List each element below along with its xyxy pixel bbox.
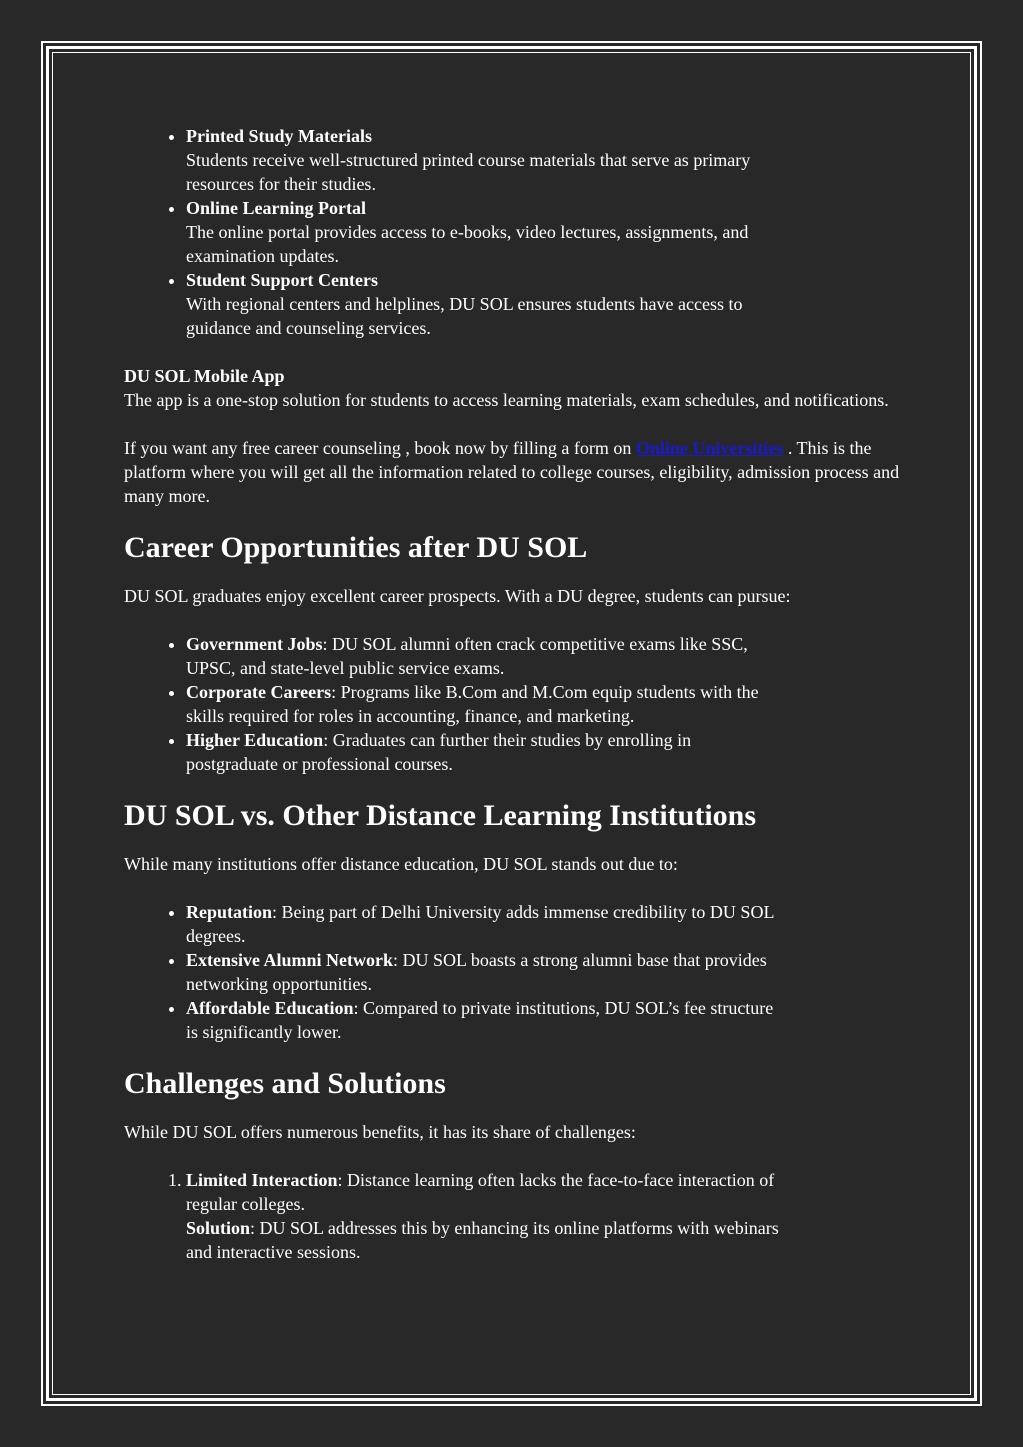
mobile-app-desc: The app is a one-stop solution for students to access learning materials, exam schedules, and notifications. <box>124 390 889 410</box>
list-item <box>186 632 780 680</box>
item-term: Extensive Alumni Network <box>186 950 393 970</box>
feature-desc: With regional centers and helplines, DU SOL ensures students have access to guidance and counseling services. <box>186 294 743 338</box>
solution-label: Solution <box>186 1218 251 1238</box>
list-item <box>186 948 780 996</box>
solution-desc: : DU SOL addresses this by enhancing its online platforms with webinars and interactive sessions. <box>186 1218 779 1262</box>
counseling-paragraph <box>124 436 904 508</box>
feature-desc: The online portal provides access to e-books, video lectures, assignments, and examination updates. <box>186 222 749 266</box>
online-universities-link[interactable]: Online Universities <box>635 438 784 458</box>
item-desc: : Graduates can further their studies by enrolling in postgraduate or professional courses. <box>186 730 692 774</box>
study-features-list <box>124 124 780 340</box>
list-item <box>186 728 780 776</box>
feature-title: Online Learning Portal <box>186 198 366 218</box>
challenges-heading: Challenges and Solutions <box>124 1067 446 1100</box>
item-desc: : Compared to private institutions, DU SOL’s fee structure is significantly lower. <box>186 998 774 1042</box>
challenges-intro: While DU SOL offers numerous benefits, it has its share of challenges: <box>124 1122 636 1142</box>
challenges-list <box>124 1168 780 1264</box>
list-item <box>186 124 780 196</box>
comparison-intro: While many institutions offer distance education, DU SOL stands out due to: <box>124 854 678 874</box>
career-intro: DU SOL graduates enjoy excellent career prospects. With a DU degree, students can pursue: <box>124 586 791 606</box>
feature-desc: Students receive well-structured printed course materials that serve as primary resources for their studies. <box>186 150 751 194</box>
comparison-heading: DU SOL vs. Other Distance Learning Institutions <box>124 799 757 832</box>
list-item <box>186 268 780 340</box>
list-item <box>186 900 780 948</box>
comparison-list <box>124 900 780 1044</box>
list-item <box>186 680 780 728</box>
document-content <box>124 124 904 1264</box>
item-desc: : DU SOL alumni often crack competitive exams like SSC, UPSC, and state-level public service exams. <box>186 634 748 678</box>
item-desc: : Programs like B.Com and M.Com equip students with the skills required for roles in accounting, finance, and marketing. <box>186 682 759 726</box>
counseling-text-before: If you want any free career counseling , book now by filling a form on <box>124 438 636 458</box>
item-desc: : Distance learning often lacks the face-to-face interaction of regular colleges. <box>186 1170 775 1214</box>
mobile-app-section <box>124 364 904 412</box>
feature-title: Student Support Centers <box>186 270 379 290</box>
list-item <box>186 1168 780 1264</box>
counseling-text-after: . This is the platform where you will get all the information related to college courses, eligibility, admission process and many more. <box>124 438 900 506</box>
item-term: Limited Interaction <box>186 1170 338 1190</box>
list-item <box>186 196 780 268</box>
feature-title: Printed Study Materials <box>186 126 372 146</box>
item-term: Reputation <box>186 902 273 922</box>
item-term: Affordable Education <box>186 998 354 1018</box>
item-term: Corporate Careers <box>186 682 332 702</box>
career-list <box>124 632 780 776</box>
list-item <box>186 996 780 1044</box>
item-term: Government Jobs <box>186 634 323 654</box>
item-desc: : DU SOL boasts a strong alumni base that provides networking opportunities. <box>186 950 767 994</box>
item-term: Higher Education <box>186 730 324 750</box>
item-desc: : Being part of Delhi University adds immense credibility to DU SOL degrees. <box>186 902 774 946</box>
mobile-app-title: DU SOL Mobile App <box>124 366 285 386</box>
career-heading: Career Opportunities after DU SOL <box>124 531 588 564</box>
